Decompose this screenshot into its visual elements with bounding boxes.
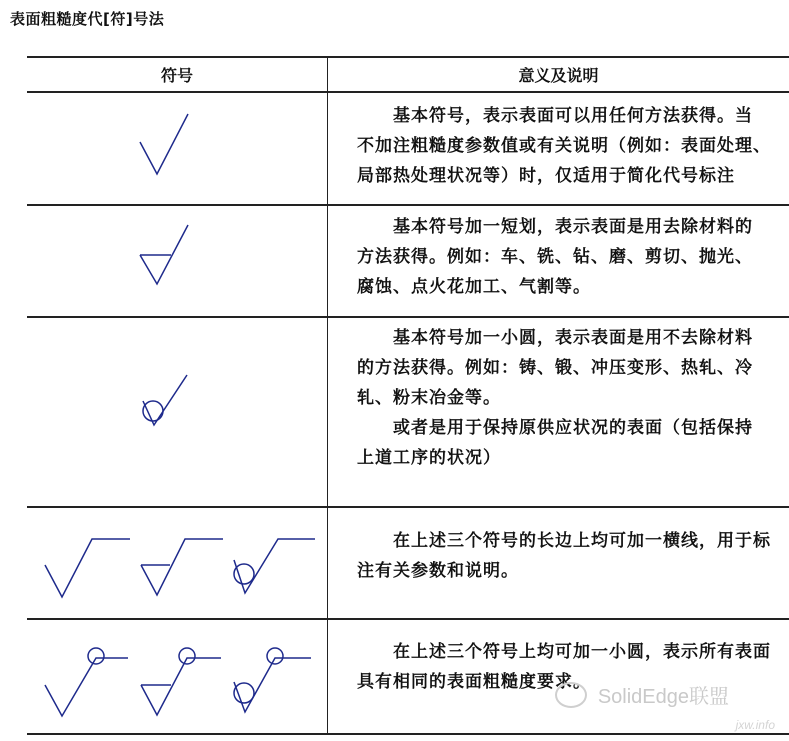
row-divider xyxy=(27,618,789,620)
row-divider xyxy=(27,316,789,318)
removal-symbol-icon xyxy=(130,218,200,293)
row-5-meaning: 在上述三个符号上均可加一小圆，表示所有表面 具有相同的表面粗糙度要求。 xyxy=(357,642,771,692)
header-meaning: 意义及说明 xyxy=(518,66,599,85)
row-1-meaning: 基本符号，表示表面可以用任何方法获得。当 不加注粗糙度参数值或有关说明（例如：表面处理、 局部热处理状况等）时，仅适用于简化代号标注 xyxy=(357,106,771,186)
header-symbol: 符号 xyxy=(160,66,193,85)
column-divider xyxy=(327,56,328,735)
removal-symbol-with-line-icon xyxy=(135,530,230,600)
row-4-meaning: 在上述三个符号的长边上均可加一横线，用于标 注有关参数和说明。 xyxy=(357,531,771,581)
basic-symbol-icon xyxy=(130,110,200,185)
non-removal-symbol-with-line-icon xyxy=(225,530,320,600)
wechat-logo-icon xyxy=(555,682,587,708)
watermark-subtext: jxw.info xyxy=(735,718,775,732)
row-3-meaning: 基本符号加一小圆，表示表面是用不去除材料 的方法获得。例如：铸、锻、冲压变形、热轧、冷 轧、粉末冶金等。 或者是用于保持原供应状况的表面（包括保持 上道工序的状况） xyxy=(357,328,753,468)
non-removal-symbol-all-surfaces-icon xyxy=(225,640,320,720)
row-2-meaning: 基本符号加一短划，表示表面是用去除材料的 方法获得。例如：车、铣、钻、磨、剪切、抛光、 腐蚀、点火花加工、气割等。 xyxy=(357,217,753,297)
basic-symbol-with-line-icon xyxy=(40,530,135,600)
removal-symbol-all-surfaces-icon xyxy=(135,640,230,720)
header-bottom-rule xyxy=(27,91,789,93)
row-divider xyxy=(27,204,789,206)
watermark-text: SolidEdge联盟 xyxy=(597,686,729,708)
row-divider xyxy=(27,506,789,508)
table-bottom-rule xyxy=(27,733,789,735)
basic-symbol-all-surfaces-icon xyxy=(40,640,135,720)
table-top-rule xyxy=(27,56,789,58)
non-removal-symbol-icon xyxy=(130,370,200,445)
page-title: 表面粗糙度代[符]号法 xyxy=(10,10,165,28)
